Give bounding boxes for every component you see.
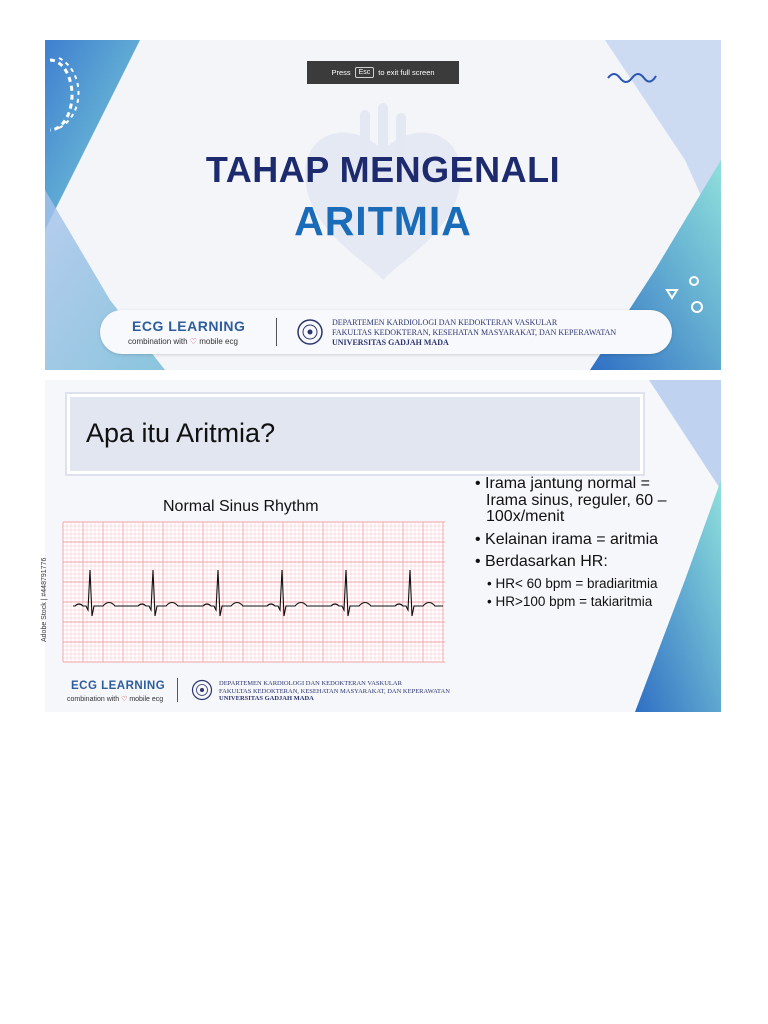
sub-bullet-item: • HR< 60 bpm = bradiaritmia <box>487 575 658 591</box>
hint-prefix: Press <box>331 68 351 77</box>
bullet-item: • Kelainan irama = aritmia <box>475 530 659 548</box>
ecg-learning-logo: ECG LEARNING <box>71 680 166 692</box>
fullscreen-hint <box>307 61 459 84</box>
hint-suffix: to exit full screen <box>378 68 435 77</box>
heart-ecg-icon: ♡ <box>189 337 197 346</box>
divider <box>276 318 277 346</box>
university-seal-icon <box>296 318 324 346</box>
stock-watermark: Adobe Stock | #448791776 <box>41 557 48 642</box>
footer-banner <box>100 310 672 354</box>
footer-logos <box>45 670 465 710</box>
ecg-paper <box>63 522 445 662</box>
ecg-strip <box>63 522 445 662</box>
slide-title-line2: ARITMIA <box>294 198 472 244</box>
slide-heading-box <box>67 394 643 474</box>
bullet-item: • Berdasarkan HR: <box>475 553 608 570</box>
department-text: DEPARTEMEN KARDIOLOGI DAN KEDOKTERAN VASKULAR FAKULTAS KEDOKTERAN, KESEHATAN MASYARAKAT, DAN KEPERAWATAN UNIVERSITAS GADJAH MADA <box>219 680 450 702</box>
university-seal-icon <box>191 679 213 701</box>
ecg-learning-logo: ECG LEARNING <box>132 318 246 334</box>
heart-ecg-icon: ♡ <box>121 696 128 703</box>
slide-aritmia <box>41 380 721 712</box>
slide-title <box>45 40 721 370</box>
esc-key: Esc <box>355 67 375 78</box>
divider <box>177 678 178 702</box>
ecg-chart-title: Normal Sinus Rhythm <box>163 498 319 515</box>
bullet-list <box>475 476 695 613</box>
logo-tagline: combination with ♡ mobile ecg <box>128 337 238 346</box>
bullet-item: • Irama jantung normal = Irama sinus, reguler, 60 – 100x/menit <box>475 475 667 525</box>
sub-bullet-item: • HR>100 bpm = takiaritmia <box>487 593 653 609</box>
slide-heading: Apa itu Aritmia? <box>86 418 276 448</box>
slide-title-line1: TAHAP MENGENALI <box>205 149 561 190</box>
logo-tagline: combination with ♡ mobile ecg <box>67 696 164 703</box>
department-text: DEPARTEMEN KARDIOLOGI DAN KEDOKTERAN VASKULAR FAKULTAS KEDOKTERAN, KESEHATAN MASYARAKAT, DAN KEPERAWATAN UNIVERSITAS GADJAH MADA <box>332 318 617 347</box>
